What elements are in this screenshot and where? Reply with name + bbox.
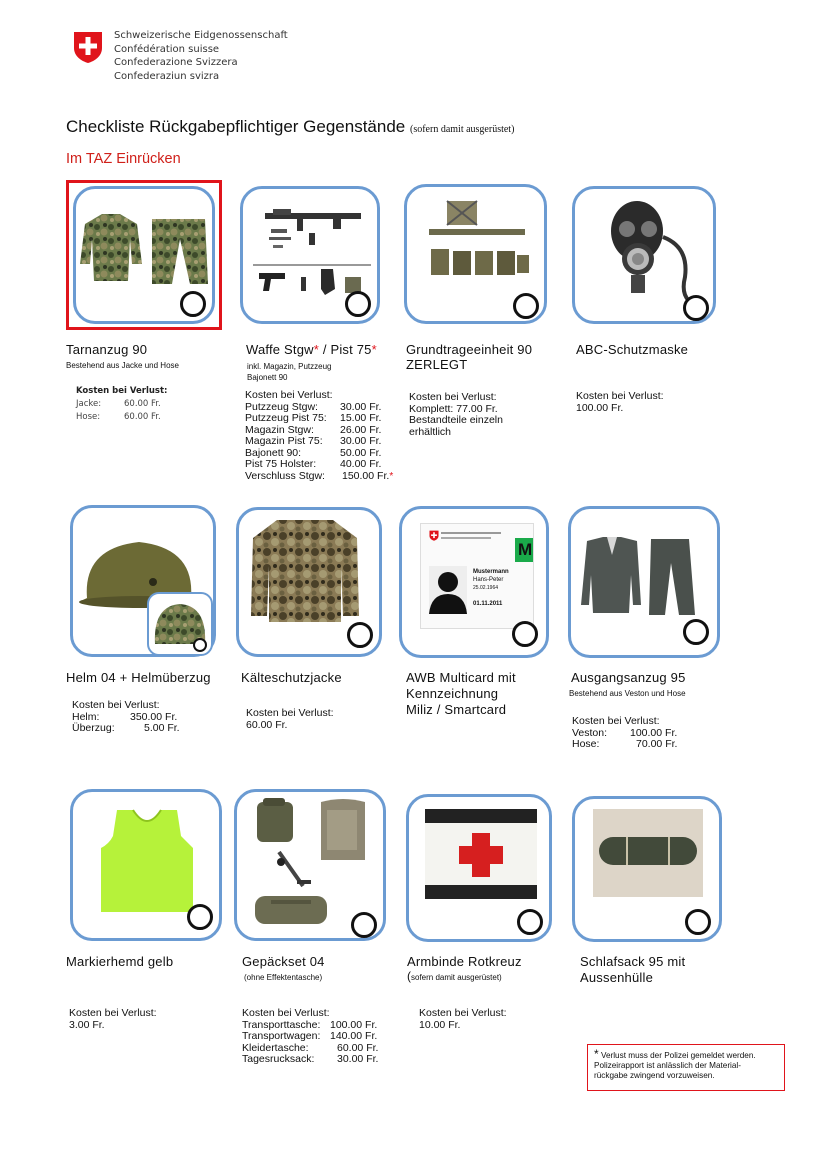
title-main: Checkliste Rückgabepflichtiger Gegenstände: [66, 117, 406, 136]
card-helm[interactable]: [70, 505, 216, 657]
cost-line: erhältlich: [409, 425, 452, 438]
cost-label: Kosten bei Verlust:: [69, 1007, 157, 1019]
card-issuedate: 01.11.2011: [473, 601, 503, 607]
cost-item-label: Putzzeug Stgw:: [245, 400, 318, 413]
cost-block: [419, 1008, 507, 1031]
cost-block: [76, 385, 167, 424]
confed-rm: Confederaziun svizra: [114, 70, 220, 82]
item-desc: Bestehend aus Jacke und Hose: [66, 361, 179, 370]
gas-mask-image: [593, 197, 703, 307]
cost-label: Kosten bei Verlust:: [572, 715, 660, 727]
item-name: Schlafsack 95 mit: [580, 954, 686, 969]
checkbox-circle[interactable]: [683, 295, 709, 321]
sleeping-bag-image: [593, 809, 703, 897]
star-mark: *: [389, 469, 394, 482]
item-desc: inkl. Magazin, Putzzeug: [247, 362, 332, 371]
cost-block: [245, 390, 393, 482]
cost-label: Kosten bei Verlust:: [246, 707, 334, 719]
section-heading: Im TAZ Einrücken: [66, 151, 181, 167]
cost-item-value: 30.00 Fr.: [340, 435, 382, 447]
cost-item-value: 30.00 Fr.: [340, 400, 382, 413]
cost-label: Kosten bei Verlust:: [242, 1007, 330, 1019]
cost-block: [242, 1008, 378, 1066]
confed-fr: Confédération suisse: [114, 43, 220, 55]
item-name: Miliz / Smartcard: [406, 702, 507, 717]
yellow-vest-image: [89, 808, 205, 916]
cost-item-label: Veston:: [572, 726, 608, 739]
confederation-names: [114, 29, 288, 83]
cost-item-value: 100.00 Fr.: [630, 726, 678, 739]
checkbox-circle[interactable]: [193, 638, 207, 652]
page-title: [66, 117, 514, 137]
card-holder-name: [473, 568, 509, 608]
red-cross-armband-image: [425, 809, 537, 899]
cost-line: 60.00 Fr.: [246, 718, 288, 731]
note-star: *: [594, 1047, 599, 1061]
card-abc[interactable]: [572, 186, 716, 324]
card-armbinde[interactable]: [406, 794, 552, 942]
item-name: Kälteschutzjacke: [241, 670, 342, 685]
cost-item-value: 50.00 Fr.: [340, 446, 382, 459]
checkbox-circle[interactable]: [512, 621, 538, 647]
card-stripe: [441, 537, 491, 539]
note-line3: rückgabe zwingend vorzuweisen.: [594, 1071, 715, 1080]
card-surname: Mustermann: [473, 569, 509, 575]
helmet-cover-inset: [147, 592, 213, 656]
cost-item-label: Kleidertasche:: [242, 1041, 309, 1054]
cost-block: [572, 716, 677, 751]
card-kaelte[interactable]: [236, 507, 382, 657]
checkbox-circle[interactable]: [187, 904, 213, 930]
cost-label: Kosten bei Verlust:: [576, 390, 664, 402]
item-name: Grundtrageeinheit 90: [406, 342, 533, 357]
confed-it: Confederazione Svizzera: [114, 57, 238, 68]
cost-label: Kosten bei Verlust:: [245, 389, 333, 401]
card-schlafsack[interactable]: [572, 796, 722, 942]
cost-item-value: 150.00 Fr.: [342, 469, 390, 482]
checkbox-circle[interactable]: [345, 291, 371, 317]
star-mark: *: [313, 342, 320, 357]
cost-item-label: Helm:: [72, 710, 100, 723]
item-name: Aussenhülle: [580, 970, 654, 985]
cost-item-label: Transporttasche:: [242, 1018, 321, 1031]
cost-item-label: Hose:: [572, 738, 600, 750]
cost-line: 3.00 Fr.: [69, 1018, 105, 1031]
cost-block: [576, 391, 664, 414]
cost-label: Kosten bei Verlust:: [409, 391, 497, 403]
cost-item-label: Überzug:: [72, 722, 115, 734]
item-name: Kennzeichnung: [406, 686, 499, 701]
cost-item-value: 40.00 Fr.: [340, 458, 382, 470]
item-name: Ausgangsanzug 95: [571, 670, 686, 685]
card-birthdate: 25.02.1964: [473, 585, 499, 591]
cost-item-label: Jacke:: [76, 399, 102, 409]
checkbox-circle[interactable]: [685, 909, 711, 935]
item-desc: (ohne Effektentasche): [244, 973, 323, 982]
cost-item-value: 5.00 Fr.: [144, 722, 180, 734]
cost-item-value: 30.00 Fr.: [337, 1053, 379, 1065]
cost-block: [69, 1008, 157, 1031]
card-badge: [515, 538, 533, 562]
item-desc: Bajonett 90: [247, 373, 288, 382]
item-name: AWB Multicard mit: [406, 670, 516, 685]
dress-uniform-image: [579, 535, 703, 617]
item-name: ABC-Schutzmaske: [576, 342, 689, 357]
cost-item-value: 100.00 Fr.: [330, 1018, 378, 1031]
item-name: [246, 342, 377, 357]
name-part: / Pist 75: [319, 342, 372, 357]
item-name: Helm 04 + Helmüberzug: [66, 670, 211, 685]
card-gepaeck[interactable]: [234, 789, 386, 941]
baggage-set-image: [247, 796, 379, 928]
card-waffe[interactable]: [240, 186, 380, 324]
cost-line: 100.00 Fr.: [576, 401, 624, 414]
cost-label: Kosten bei Verlust:: [76, 386, 168, 396]
cost-label: Kosten bei Verlust:: [72, 699, 160, 711]
checkbox-circle[interactable]: [351, 912, 377, 938]
name-part: Waffe Stgw: [246, 342, 314, 357]
cost-block: [409, 392, 503, 438]
card-awb[interactable]: [399, 506, 549, 658]
card-firstname: Hans-Peter: [473, 577, 504, 583]
note-line1: Verlust muss der Polizei gemeldet werden.: [598, 1051, 756, 1060]
loss-note: [587, 1044, 785, 1091]
cost-line: 10.00 Fr.: [419, 1018, 461, 1031]
cost-item-label: Tagesrucksack:: [242, 1053, 315, 1065]
card-letter: M: [518, 540, 533, 559]
note-line2: Polizeirapport ist anlässlich der Material-: [594, 1061, 741, 1070]
cost-line: Komplett: 77.00 Fr.: [409, 402, 498, 415]
item-name: Tarnanzug 90: [66, 342, 148, 357]
cost-block: [72, 700, 180, 735]
card-stripe: [441, 532, 501, 534]
checkbox-circle[interactable]: [683, 619, 709, 645]
cost-line: Bestandteile einzeln: [409, 414, 503, 426]
cost-item-label: Verschluss Stgw:: [245, 469, 325, 482]
person-silhouette-icon: [429, 566, 467, 614]
cost-item-value: 350.00 Fr.: [130, 710, 178, 723]
cost-item-label: Putzzeug Pist 75:: [245, 412, 327, 424]
item-name: ZERLEGT: [406, 357, 468, 372]
cost-item-label: Magazin Pist 75:: [245, 435, 323, 447]
cost-item-value: 140.00 Fr.: [330, 1030, 378, 1042]
cost-item-value: 60.00 Fr.: [124, 399, 161, 409]
item-desc: [407, 971, 502, 983]
id-card-image: [420, 523, 534, 629]
cost-block: [246, 708, 334, 731]
load-bearing-equipment-image: [421, 197, 533, 289]
camouflage-uniform-image: [80, 209, 210, 289]
cost-item-value: 26.00 Fr.: [340, 423, 382, 436]
swiss-cross-icon: [429, 530, 439, 541]
weapon-set-image: [249, 205, 375, 301]
card-tarnanzug[interactable]: [73, 186, 215, 324]
title-sub: (sofern damit ausgerüstet): [410, 124, 515, 135]
desc-text: sofern damit ausgerüstet): [411, 973, 502, 982]
cost-item-label: Hose:: [76, 412, 101, 422]
desc-paren: (: [407, 969, 411, 983]
cost-item-label: Transportwagen:: [242, 1030, 321, 1042]
sleeping-bag-roll: [597, 831, 699, 871]
checkbox-circle[interactable]: [513, 293, 539, 319]
swiss-coat-of-arms-icon: [73, 30, 103, 64]
item-name: Markierhemd gelb: [66, 954, 174, 969]
item-name: Gepäckset 04: [242, 954, 325, 969]
cost-item-value: 60.00 Fr.: [124, 412, 161, 422]
item-name: Armbinde Rotkreuz: [407, 954, 522, 969]
cost-item-value: 60.00 Fr.: [337, 1041, 379, 1054]
card-ausgang[interactable]: [568, 506, 720, 658]
star-mark: *: [371, 342, 377, 357]
checkbox-circle[interactable]: [180, 291, 206, 317]
cold-weather-jacket-image: [247, 516, 363, 626]
cost-item-label: Pist 75 Holster:: [245, 458, 317, 470]
item-desc: Bestehend aus Veston und Hose: [569, 689, 686, 698]
cost-item-value: 15.00 Fr.: [340, 412, 382, 424]
checkbox-circle[interactable]: [517, 909, 543, 935]
card-grundtrage[interactable]: [404, 184, 547, 324]
cost-item-value: 70.00 Fr.: [636, 738, 678, 750]
checkbox-circle[interactable]: [347, 622, 373, 648]
cost-item-label: Bajonett 90:: [245, 446, 302, 459]
confed-de: Schweizerische Eidgenossenschaft: [114, 30, 288, 41]
cost-item-label: Magazin Stgw:: [245, 423, 314, 436]
cost-label: Kosten bei Verlust:: [419, 1007, 507, 1019]
card-markier[interactable]: [70, 789, 222, 941]
